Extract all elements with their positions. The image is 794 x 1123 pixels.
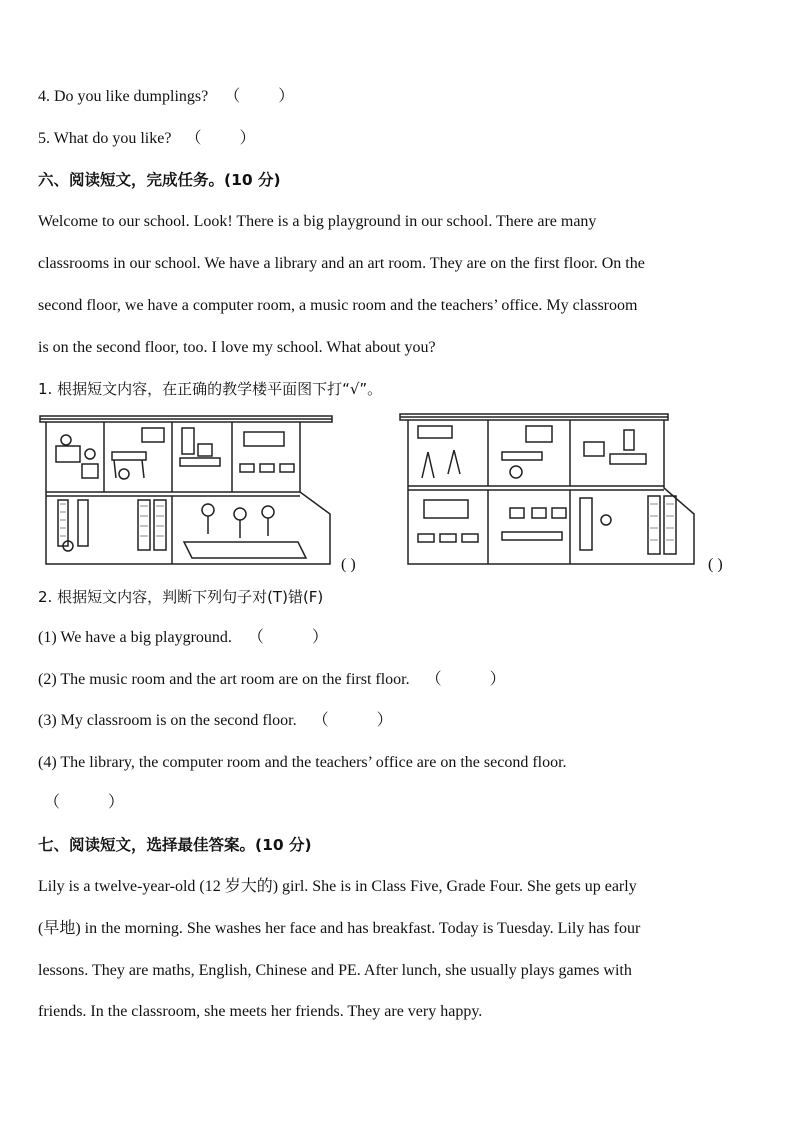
answer-blank[interactable]: （ ） [425,671,506,688]
question-4: 4. Do you like dumplings? （ ） [38,88,295,105]
answer-blank[interactable]: （ ） [312,712,393,729]
passage-line: lessons. They are maths, English, Chinese and PE. After lunch, she usually plays games with [38,962,632,979]
answer-paren-plan-b[interactable]: ( ) [708,556,723,573]
statement-1: (1) We have a big playground. （ ） [38,629,328,646]
answer-paren-plan-a[interactable]: ( ) [341,556,356,573]
passage-line: is on the second floor, too. I love my school. What about you? [38,339,436,356]
task-1-instruction: 1. 根据短文内容，在正确的教学楼平面图下打“√”。 [38,380,383,398]
question-5: 5. What do you like? （ ） [38,130,256,147]
passage-line: (早地) in the morning. She washes her face and has breakfast. Today is Tuesday. Lily has four [38,920,641,937]
answer-blank[interactable]: （ ） [247,629,328,646]
statement-4: (4) The library, the computer room and the teachers’ office are on the second floor. [38,754,567,771]
passage-line: Welcome to our school. Look! There is a big playground in our school. There are many [38,213,597,230]
answer-blank[interactable]: （ ） [224,88,295,105]
section-7-heading: 七、阅读短文，选择最佳答案。(10 分) [38,836,312,854]
passage-line: Lily is a twelve-year-old (12 岁大的) girl. She is in Class Five, Grade Four. She gets up early [38,878,637,895]
passage-line: friends. In the classroom, she meets her friends. They are very happy. [38,1003,483,1020]
statement-2: (2) The music room and the art room are on the first floor. （ ） [38,671,506,688]
passage-line: second floor, we have a computer room, a music room and the teachers’ office. My classroom [38,297,638,314]
answer-blank[interactable]: （ ） [44,794,125,811]
passage-line: classrooms in our school. We have a library and an art room. They are on the first floor. On the [38,255,645,272]
statement-3: (3) My classroom is on the second floor. （ ） [38,712,393,729]
answer-blank[interactable]: （ ） [185,130,256,147]
section-6-heading: 六、阅读短文，完成任务。(10 分) [38,171,281,189]
floor-plan-a-image [38,414,338,570]
floor-plan-b-image [398,412,698,570]
task-2-instruction: 2. 根据短文内容，判断下列句子对(T)错(F) [38,588,324,606]
